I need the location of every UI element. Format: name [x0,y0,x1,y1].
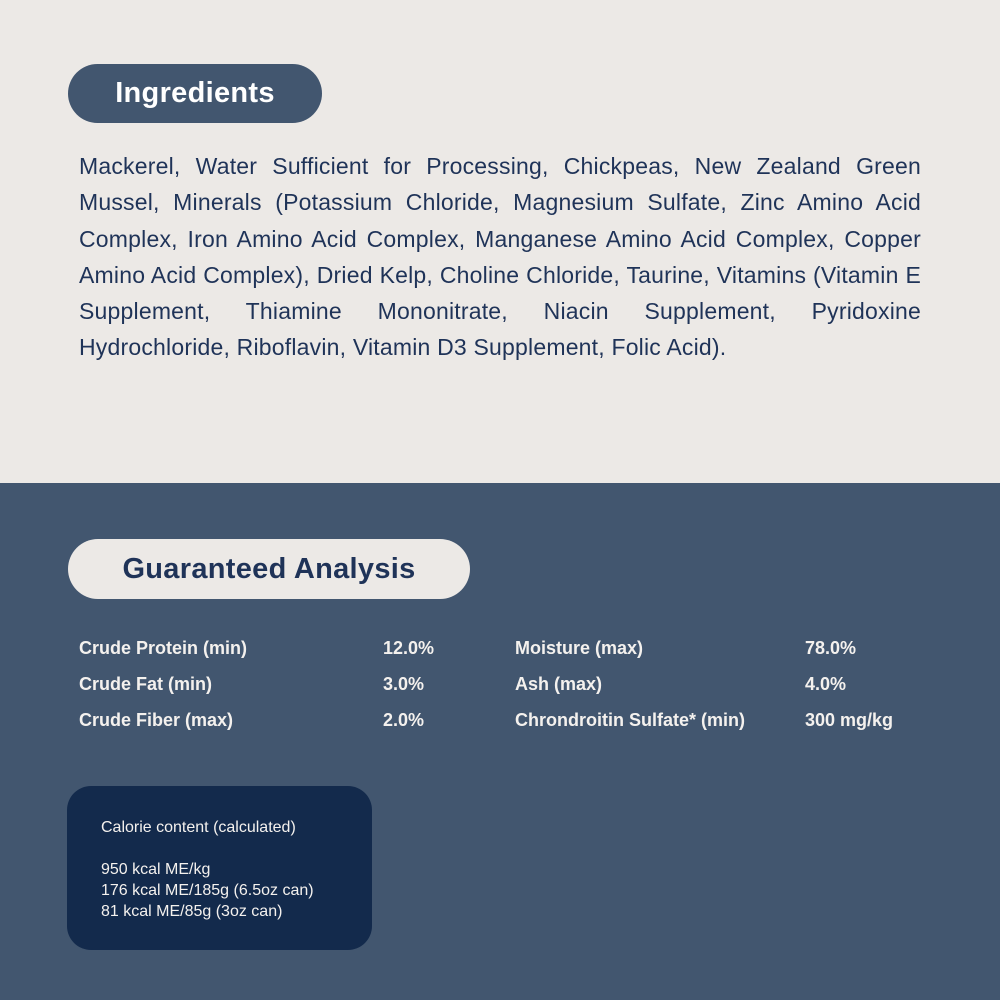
analysis-label: Crude Fat (min) [79,674,212,694]
analysis-value: 3.0% [383,674,425,694]
ingredients-section [0,0,1000,483]
analysis-value: 12.0% [383,638,435,658]
ingredients-heading: Ingredients [68,64,322,123]
analysis-label: Chrondroitin Sulfate* (min) [515,710,745,730]
calorie-lines [101,859,314,922]
analysis-label: Crude Fiber (max) [79,710,234,730]
analysis-label: Crude Protein (min) [79,638,248,658]
calorie-line: 81 kcal ME/85g (3oz can) [101,903,283,920]
guaranteed-analysis-heading: Guaranteed Analysis [68,539,470,599]
analysis-row [0,674,1000,698]
analysis-value: 300 mg/kg [805,710,894,730]
calorie-line: 950 kcal ME/kg [101,861,211,878]
calorie-content-box [67,786,372,950]
analysis-value: 4.0% [805,674,847,694]
analysis-value: 2.0% [383,710,425,730]
analysis-row [0,638,1000,662]
analysis-value: 78.0% [805,638,857,658]
guaranteed-analysis-section [0,483,1000,1000]
calorie-title: Calorie content (calculated) [101,819,296,836]
ingredients-list: Mackerel, Water Sufficient for Processing, Chickpeas, New Zealand Green Mussel, Minerals (Potassium Chloride, Magnesium Sulfate, Zinc Amino Acid Complex, Iron Amino Acid Complex, Manganese Amino Acid Complex, Copper Amino Acid Complex), Dried Kelp, Choline Chloride, Taurine, Vitamins (Vitamin E Supplement, Thiamine Mononitrate, Niacin Supplement, Pyridoxine Hydrochloride, Riboflavin, Vitamin D3 Supplement, Folic Acid). [79,153,921,361]
analysis-row [0,710,1000,734]
calorie-line: 176 kcal ME/185g (6.5oz can) [101,882,314,899]
analysis-label: Moisture (max) [515,638,644,658]
analysis-label: Ash (max) [515,674,603,694]
